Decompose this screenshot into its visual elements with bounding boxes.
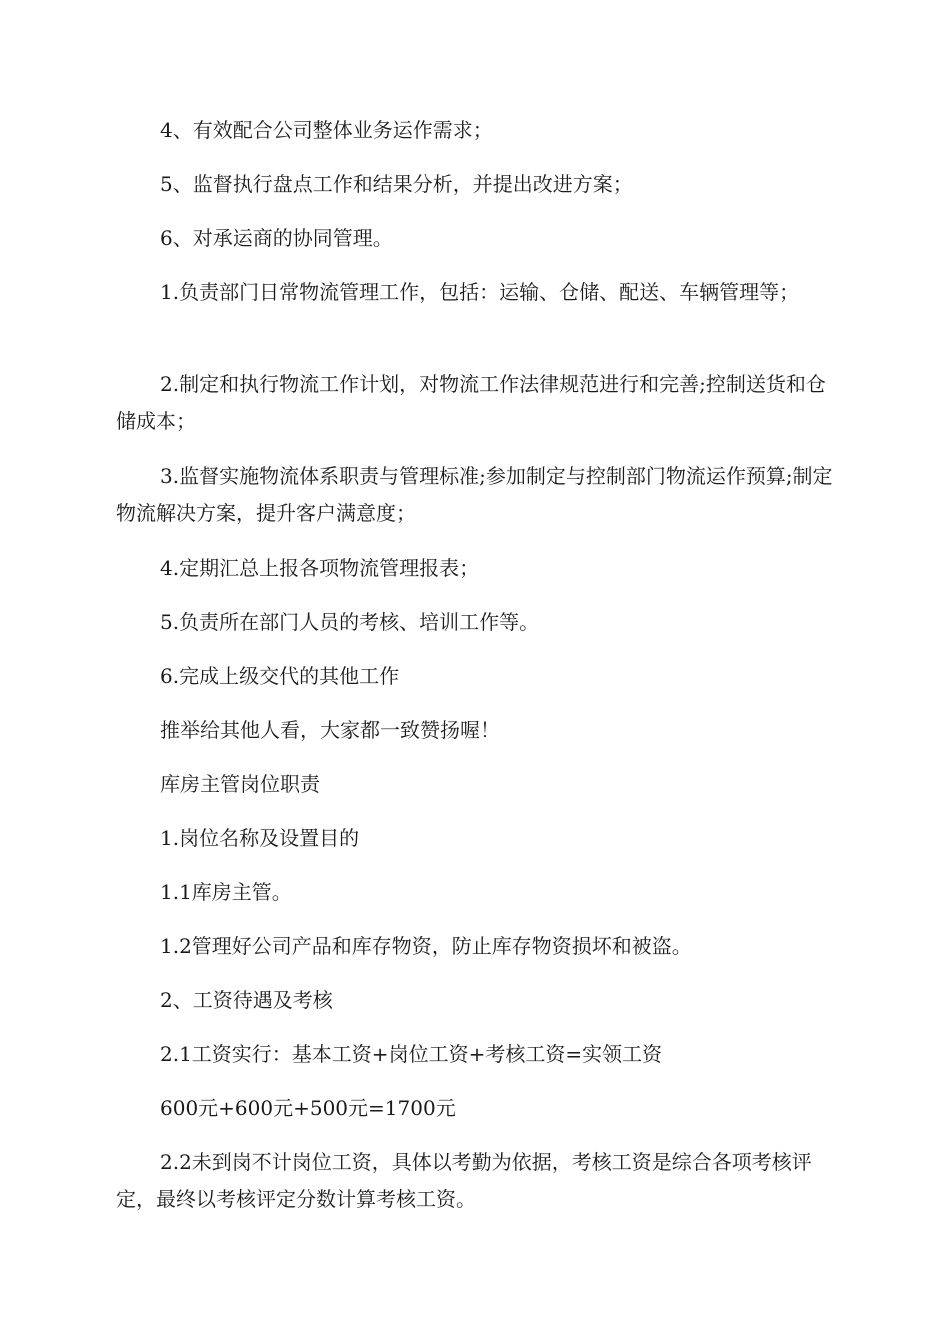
paragraph: 4、有效配合公司整体业务运作需求； [160,118,493,142]
paragraph: 2.1工资实行：基本工资+岗位工资+考核工资=实领工资 [160,1042,663,1066]
paragraph: 1.1库房主管。 [160,880,292,904]
section-heading: 库房主管岗位职责 [160,772,320,796]
paragraph: 600元+600元+500元=1700元 [160,1096,456,1120]
paragraph: 1.负责部门日常物流管理工作，包括：运输、仓储、配送、车辆管理等； [160,280,800,304]
paragraph: 5.负责所在部门人员的考核、培训工作等。 [160,610,540,634]
paragraph: 3.监督实施物流体系职责与管理标准;参加制定与控制部门物流运作预算;制定物流解决方案，提升客户满意度； [116,464,833,525]
paragraph: 5、监督执行盘点工作和结果分析，并提出改进方案； [160,172,633,196]
paragraph: 4.定期汇总上报各项物流管理报表； [160,556,480,580]
paragraph: 6.完成上级交代的其他工作 [160,664,400,688]
paragraph: 6、对承运商的协同管理。 [160,226,393,250]
paragraph: 2.制定和执行物流工作计划，对物流工作法律规范进行和完善;控制送货和仓储成本； [116,372,826,433]
paragraph: 1.岗位名称及设置目的 [160,826,360,850]
paragraph: 推举给其他人看，大家都一致赞扬喔！ [160,718,500,742]
paragraph: 2、工资待遇及考核 [160,988,333,1012]
paragraph: 1.2管理好公司产品和库存物资，防止库存物资损坏和被盗。 [160,934,692,958]
paragraph: 2.2未到岗不计岗位工资，具体以考勤为依据，考核工资是综合各项考核评定，最终以考核评定分数计算考核工资。 [116,1150,812,1211]
